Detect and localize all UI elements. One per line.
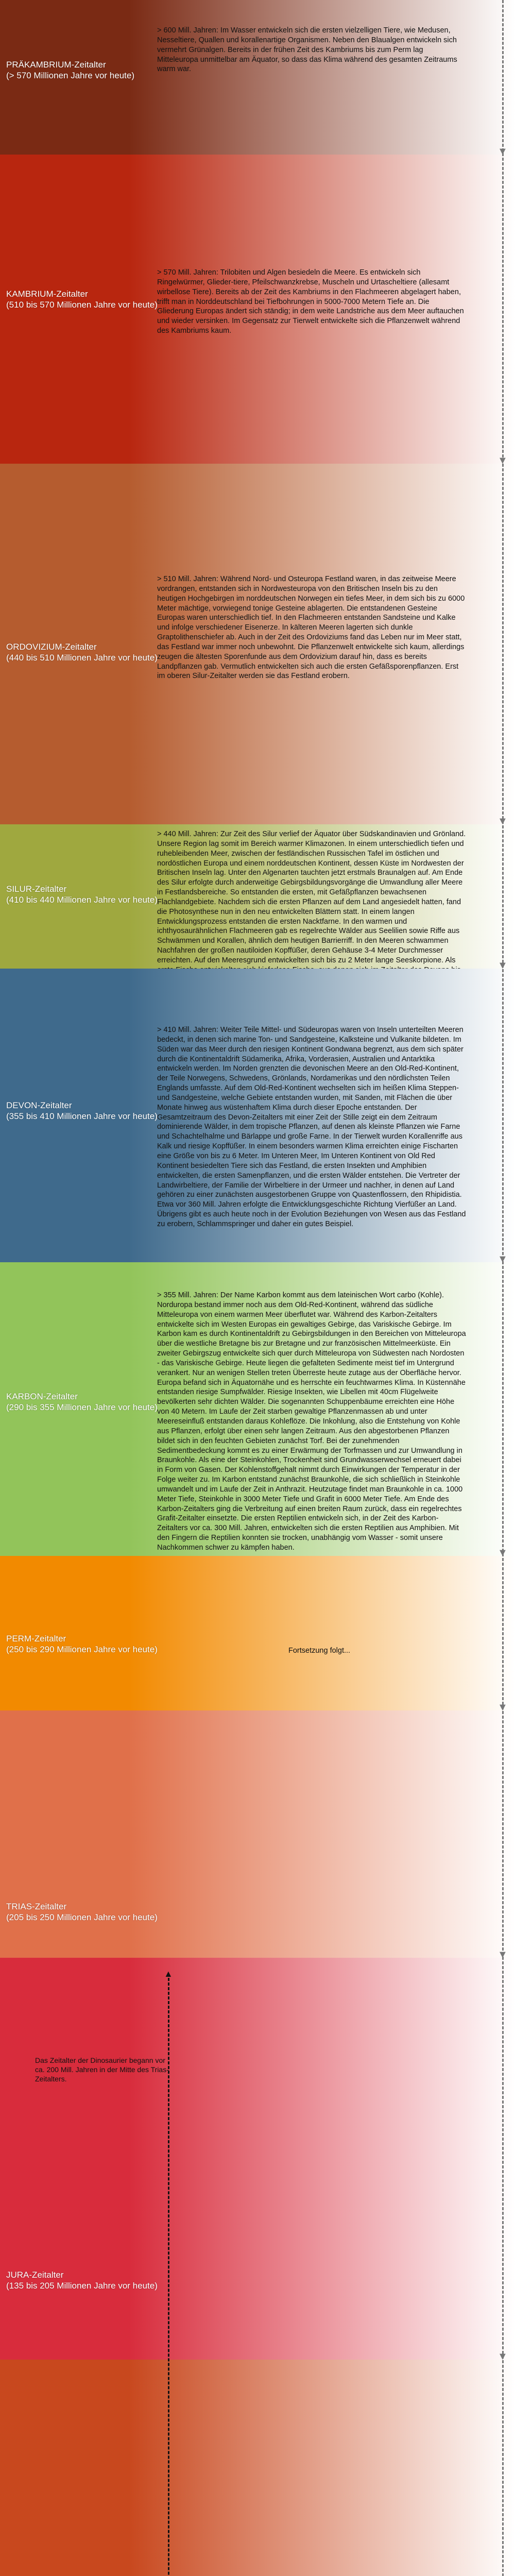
- era-gradient: [0, 2360, 515, 2576]
- era-band-perm: [0, 1556, 515, 1710]
- era-description-perm: Fortsetzung folgt...: [288, 1647, 351, 1655]
- era-name: TRIAS-Zeitalter: [6, 1902, 67, 1911]
- era-span: (510 bis 570 Millionen Jahre vor heute): [6, 300, 158, 310]
- era-label-silur: [6, 884, 158, 906]
- era-name: PRÄKAMBRIUM-Zeitalter: [6, 60, 106, 70]
- era-label-praekambrium: [6, 59, 134, 81]
- timeline-arrow-icon: ▼: [497, 816, 508, 827]
- era-label-devon: [6, 1100, 158, 1122]
- timeline-arrow-icon: ▼: [497, 960, 508, 971]
- era-span: (250 bis 290 Millionen Jahre vor heute): [6, 1645, 158, 1655]
- era-name: KARBON-Zeitalter: [6, 1392, 78, 1401]
- timeline-arrow-icon: ▼: [497, 2351, 508, 2362]
- era-label-perm: [6, 1633, 158, 1655]
- era-description-kambrium: > 570 Mill. Jahren: Trilobiten und Algen besiedeln die Meere. Es entwickeln sich Ringelwürmer, Glieder-tiere, Pfeilschwanzkrebse, Muscheln und Urtascheltiere (allesamt wirbellose Tiere). Bereits ab der Zeit des Kambriums in den Flachmeeren abgelagert haben, trifft man in Norddeutschland bei Tiefbohrungen in 5000-7000 Metern Tiefe an. Die Gliederung Europas ändert sich ständig; in dem weite Landstriche aus dem Meer auftauchen und wieder versinken. Im Gegensatz zur Tierwelt entwickelte sich die Pflanzenwelt während des Kambriums kaum.: [157, 268, 464, 335]
- era-label-ordovizium: [6, 641, 158, 664]
- era-span: (290 bis 355 Millionen Jahre vor heute): [6, 1402, 158, 1413]
- era-span: (205 bis 250 Millionen Jahre vor heute): [6, 1912, 158, 1923]
- era-description-karbon: > 355 Mill. Jahren: Der Name Karbon kommt aus dem lateinischen Wort carbo (Kohle). Norduropa bestand immer noch aus dem Old-Red-Kontinent, während das südliche Mitteleuropa von einem warmen Meer überflutet war. Während des Karbon-Zeitalters entwickelte sich im Westen Europas ein gewaltiges Gebirge, das Variskische Gebirge. Im Karbon kam es durch Kontinentaldrift zu Gebirgsbildungen in den Bereichen von Mitteleuropa über die westliche Bretagne bis zur Bretagne und zur französischen Mittelmeerküste. Ein zweiter Gebirgszug entwickelte sich quer durch Mitteleuropa von Südwesten nach Nordosten - das Variskische Gebirge. Heute liegen die gefalteten Sedimente meist tief im Untergrund verankert. Nur an wenigen Stellen treten Überreste heute zutage aus der Oberfläche hervor. Europa befand sich in Äquatornähe und es herrschte ein feuchtwarmes Klima. In Küstennähe entstanden riesige Sumpfwälder. Riesige Insekten, wie Libellen mit 40cm Flügelweite bevölkerten sehr dichten Wälder. Die sogenannten Schuppenbäume erreichten eine Höhe von 40 Metern. Im Laufe der Zeit starben gewaltige Pflanzenmassen ab und unter Meereseinfluß entstanden daraus Kohleflöze. Die Inkohlung, also die Entstehung von Kohle aus Pflanzen, erfolgt über einen sehr langen Zeitraum. Aus den abgestorbenen Pflanzen bildet sich in den feuchten Gebieten zunächst Torf. Bei der zunehmenden Sedimentbedeckung kommt es zu einer Erwärmung der Torfmassen und zur Umwandlung in Braunkohle. Als eine der Steinkohlen, Trockenheit sind Grundwasserwechsel erneuert dabei in Form von Gasen. Der Kohlenstoffgehalt nimmt durch Einwirkungen der Temperatur in der Folge weiter zu. Im Karbon entstand zunächst Braunkohle, die sich schließlich in Steinkohle umwandelt und im Laufe der Zeit in Anthrazit. Heutzutage findet man Braunkohle in ca. 1000 Meter Tiefe, Steinkohle in 3000 Meter Tiefe und Grafit in 6000 Meter Tiefe. Am Ende des Karbon-Zeitalters ging die Verbreitung auf einen breiten Raum zurück, dass ein regelrechtes Grafit-Zeitalter einsetzte. Die ersten Reptilien entwickeln sich, in der Zeit des Karbon-Zeitalters vor ca. 300 Mill. Jahren, entwickelten sich die ersten Reptilien aus Amphibien. Mit den Fingern die Reptilien konnten sie trocken, unabhängig vom Wasser - somit unsere Nachkommen schwer zu kämpfen haben.: [157, 1291, 466, 1552]
- era-description-silur: > 440 Mill. Jahren: Zur Zeit des Silur verlief der Äquator über Südskandinavien und Grönland. Unsere Region lag somit im Bereich warmer Klimazonen. In einem unterschiedlich tiefen und ruhebleibenden Meer, zwischen der festländischen Russischen Tafel im östlichen und nordöstlichen Europa und einem norddeutschen Kontinent, dessen Küste im Nordwesten der Britischen Inseln lag. Unter den Algenarten tauchten jetzt erstmals Braunalgen auf. Am Ende des Silur erfolgte durch anderweitige Gebirgsbildungsvorgänge die Umwandlung aller Meere in Festlandsbereiche. So entstanden die ersten, mit Gefäßpflanzen bewachsenen Flachlandgebiete. Nachdem sich die ersten Pflanzen auf dem Land angesiedelt hatten, fand die Photosynthese nun in den neu entwickelten Blättern statt. In einem langen Entwicklungsprozess entstanden die ersten Nacktfarne. In den warmen und ichthyosaurähnlichen Flachmeeren gab es regelrechte Wälder aus Seelilien sowie Riffe aus Schwämmen und Korallen, ähnlich dem heutigen Barrierriff. In den Meeren schwammen Nachfahren der großen nautiloiden Kopffüßer, deren Gehäuse 3-4 Meter Durchmesser erreichten. Auf den Meeresgrund entwickelten sich bis zu 2 Meter lange Seeskorpione. Als: [157, 830, 466, 964]
- era-name: ORDOVIZIUM-Zeitalter: [6, 642, 97, 652]
- era-band-kambrium: [0, 155, 515, 464]
- era-label-trias: [6, 1901, 158, 1923]
- timeline-arrow-icon: ▼: [497, 1702, 508, 1713]
- era-label-karbon: [6, 1391, 158, 1413]
- timeline-arrow-icon: ▼: [497, 1547, 508, 1558]
- timeline-dashed-line: [502, 0, 504, 2576]
- timeline-arrow-icon: ▼: [497, 146, 508, 157]
- timeline-arrow-icon: ▼: [497, 1253, 508, 1265]
- era-gradient: [0, 1958, 515, 2360]
- era-band-jura: [0, 1958, 515, 2360]
- dinosaur-era-arrowhead-top: ▲: [164, 1969, 173, 1979]
- era-band-ordovizium: [0, 464, 515, 827]
- timeline-arrow-icon: ▼: [497, 455, 508, 466]
- era-span: (355 bis 410 Millionen Jahre vor heute): [6, 1111, 158, 1122]
- era-span: (410 bis 440 Millionen Jahre vor heute): [6, 895, 158, 905]
- dinosaur-era-start-note: Das Zeitalter der Dinosaurier begann vor ca. 200 Mill. Jahren in der Mitte des Trias-Zeitalters.: [35, 2056, 169, 2083]
- era-label-jura: [6, 2269, 158, 2292]
- era-band-karbon: [0, 1262, 515, 1556]
- era-name: SILUR-Zeitalter: [6, 884, 67, 894]
- era-description-praekambrium: > 600 Mill. Jahren: Im Wasser entwickeln sich die ersten vielzelligen Tiere, wie Medusen, Nesseltiere, Quallen und korallenartige Organismen. Neben den Blaualgen entwickeln sich vermehrt Grünalgen. Bereits in der frühen Zeit des Kambriums bis zum Perm lag Mitteleuropa unmittelbar am Äquator, so dass das Klima während des gesamten Zeitraums warm war.: [157, 26, 457, 74]
- era-band-devon: [0, 969, 515, 1265]
- era-label-kambrium: [6, 289, 158, 311]
- era-band-kreide: [0, 2360, 515, 2576]
- era-span: (> 570 Millionen Jahre vor heute): [6, 71, 134, 81]
- era-description-ordovizium: > 510 Mill. Jahren: Während Nord- und Osteuropa Festland waren, in das zeitweise Meere vordrangen, entstanden sich in Nordwesteuropa von den Britischen Inseln bis zu den heutigen Hochgebirgen im norddeutschen Norwegen ein tiefes Meer, in dem sich bis zu 6000 Meter mächtige, vorwiegend tonige Gesteine ablagerten. Die entstandenen Gesteine Europas waren unterschiedlich tief. In den Flachmeeren entstanden Sandsteine und Kalke und infolge verschiedener Eisenerze. In kälteren Meeren lagerten sich dunkle Graptolithenschiefer ab. Auch in der Zeit des Ordoviziums fand das Leben nur im Meer statt, das Festland war immer noch unbewohnt. Die Pflanzenwelt entwickelte sich kaum, allerdings zeugen die ältesten Sporenfunde aus dem Ordovizium darauf hin, dass es bereits Landpflanzen gab. Vermutlich entwickelten sich auch die ersten Gefäßsporenpflanzen. Erst im oberen Silur-Zeitalter werden sie das Festland erobern.: [157, 575, 465, 681]
- era-description-devon: > 410 Mill. Jahren: Weiter Teile Mittel- und Südeuropas waren von Inseln unterteilten Meeren bedeckt, in denen sich marine Ton- und Sandgesteine, Kalksteine und Vulkanite bildeten. Im Süden war das Meer durch den riesigen Kontinent Gondwana begrenzt, aus dem sich später durch die Kontinentaldrift Südamerika, Afrika, Vorderasien, Australien und Antarktika entwickeln werden. Im Norden grenzten die devonischen Meere an den Old-Red-Kontinent, der Teile Norwegens, Schwedens, Grönlands, Nordamerikas und den nördlichsten Teilen Englands umfasste. Auf dem Old-Red-Kontinent wechselten sich im heißen Klima Steppen- und Sandgesteine, welche Gebiete entstanden wurden, mit Sanden, mit Flächen die über Monate hinweg aus wüstenhaftem Klima durch dieser Epoche entstanden. Der Gesamtzeitraum des Devon-Zeitalters mit einer Zeit der Stille zeigt ein dem Zeitraum dominierende Wälder, in dem tropische Pflanzen, auf denen als kleinste Pflanzen wie Farne und Schachtelhalme und Bärlappe und große Farne. In der Tierwelt wurden Korallenriffe aus Kalk und riesige Kopffüßer. In einem besonders warmen Klima erreichten einige Fischarten eine Größe von bis zu 6 Meter. Im Unteren Meer, Im Unteren Kontinent von Old Red Kontinent besiedelten Tiere sich das Festland, die ersten Insekten und Amphibien entwickelten, die ersten Samenpflanzen, und die ersten Wälder entstehen. Die Vertreter der Landwirbeltiere, der Familie der Wirbeltiere in der Urmeer und nachher, in denen auf Land gehören zu einer zunächsten ausgestorbenen Gruppe von Quastenflossern, den Rhipidistia. Etwa vor 360 Mill. Jahren erfolgte die Entwicklungsgeschichte Richtung Vierfüßer an Land. Übrigens gibt es auch heute noch in der Evolution Beziehungen von Wesen aus das Festland zu erobern, Schlammspringer und daher ein gutes Beispiel.: [157, 1026, 466, 1228]
- era-span: (440 bis 510 Millionen Jahre vor heute): [6, 653, 158, 663]
- era-name: DEVON-Zeitalter: [6, 1100, 72, 1110]
- era-span: (135 bis 205 Millionen Jahre vor heute): [6, 2281, 158, 2291]
- era-name: KAMBRIUM-Zeitalter: [6, 289, 88, 299]
- era-band-silur: [0, 824, 515, 969]
- timeline-axis: [496, 0, 509, 2576]
- era-band-trias: [0, 1710, 515, 1958]
- era-name: PERM-Zeitalter: [6, 1634, 66, 1643]
- timeline-arrow-icon: ▼: [497, 1949, 508, 1960]
- era-name: JURA-Zeitalter: [6, 2270, 64, 2280]
- era-band-praekambrium: [0, 0, 515, 155]
